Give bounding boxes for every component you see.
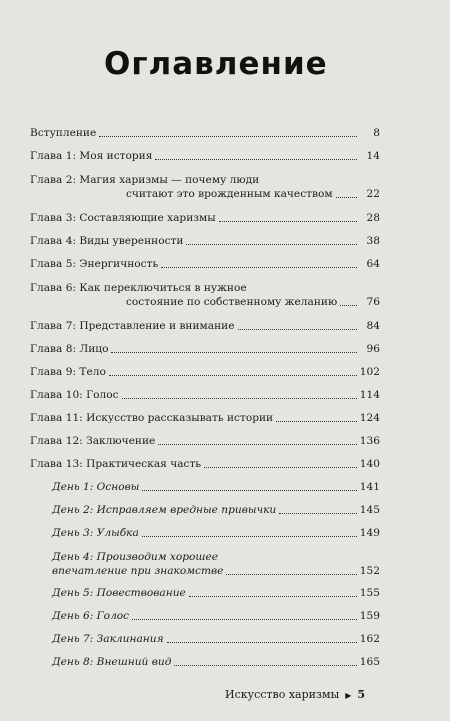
toc-entry-label: Глава 6: Как переключиться в нужное bbox=[30, 282, 247, 294]
toc-entry[interactable] bbox=[30, 388, 380, 402]
toc-entry[interactable] bbox=[30, 319, 380, 333]
toc-entry-label: День 3: Улыбка bbox=[52, 527, 139, 539]
toc-entry-page: 136 bbox=[359, 435, 380, 447]
toc-entry-label: День 2: Исправляем вредные привычки bbox=[52, 504, 277, 516]
leader-dots bbox=[132, 619, 357, 620]
toc-entry[interactable] bbox=[30, 365, 380, 379]
toc-entry-page: 124 bbox=[359, 412, 380, 424]
leader-dots bbox=[174, 665, 356, 666]
toc-entry-label-continued: считают это врожденным качеством bbox=[126, 188, 333, 200]
leader-dots bbox=[142, 490, 356, 491]
toc-entry-page: 140 bbox=[359, 458, 380, 470]
toc-entry-label: Глава 10: Голос bbox=[30, 389, 119, 401]
triangle-right-icon: ▶ bbox=[345, 690, 352, 700]
toc-entry-label: Глава 1: Моя история bbox=[30, 150, 153, 162]
toc-entry-page: 14 bbox=[366, 150, 380, 162]
toc-entry[interactable] bbox=[30, 234, 380, 248]
toc-entry-page: 84 bbox=[366, 320, 380, 332]
toc-entry-label: Глава 3: Составляющие харизмы bbox=[30, 212, 216, 224]
toc-entry[interactable] bbox=[30, 173, 380, 201]
toc-entry-page: 114 bbox=[359, 389, 380, 401]
leader-dots bbox=[122, 398, 357, 399]
leader-dots bbox=[226, 574, 356, 575]
leader-dots bbox=[158, 444, 356, 445]
leader-dots bbox=[186, 244, 357, 245]
toc-entry-label: Глава 9: Тело bbox=[30, 366, 106, 378]
leader-dots bbox=[276, 421, 357, 422]
leader-dots bbox=[167, 642, 357, 643]
toc-entry[interactable] bbox=[30, 257, 380, 271]
toc-entry-page: 38 bbox=[366, 235, 380, 247]
toc-entry-label: Глава 7: Представление и внимание bbox=[30, 320, 235, 332]
running-footer bbox=[225, 688, 365, 701]
toc-subentry[interactable] bbox=[52, 632, 380, 646]
toc-entry-page: 102 bbox=[359, 366, 380, 378]
toc-subentry[interactable] bbox=[52, 609, 380, 623]
leader-dots bbox=[336, 197, 357, 198]
toc-entry-label: День 5: Повествование bbox=[52, 587, 186, 599]
toc-entry-page: 155 bbox=[359, 587, 380, 599]
toc-entry-label-continued: состояние по собственному желанию bbox=[126, 296, 338, 308]
toc-entry-page: 8 bbox=[373, 127, 380, 139]
toc-entry-label: День 8: Внешний вид bbox=[52, 656, 172, 668]
footer-book-title: Искусство харизмы bbox=[225, 688, 340, 701]
leader-dots bbox=[340, 305, 357, 306]
toc-entry[interactable] bbox=[30, 457, 380, 471]
toc-entry-page: 152 bbox=[359, 565, 380, 577]
toc-entry-page: 22 bbox=[366, 188, 380, 200]
toc-entry-label: День 6: Голос bbox=[52, 610, 130, 622]
leader-dots bbox=[155, 159, 357, 160]
leader-dots bbox=[99, 136, 357, 137]
leader-dots bbox=[279, 513, 357, 514]
toc-entry-page: 145 bbox=[359, 504, 380, 516]
toc-entry[interactable] bbox=[30, 149, 380, 163]
toc-entry-page: 141 bbox=[359, 481, 380, 493]
toc-subentry[interactable] bbox=[52, 550, 380, 578]
leader-dots bbox=[189, 596, 357, 597]
toc-entry-label: Глава 8: Лицо bbox=[30, 343, 109, 355]
leader-dots bbox=[142, 536, 357, 537]
toc-entry-label: День 4: Производим хорошее bbox=[52, 551, 218, 563]
toc-subentry[interactable] bbox=[52, 655, 380, 669]
toc-entry-label: Глава 5: Энергичность bbox=[30, 258, 159, 270]
leader-dots bbox=[161, 267, 357, 268]
leader-dots bbox=[204, 467, 357, 468]
leader-dots bbox=[219, 221, 357, 222]
toc-subentry[interactable] bbox=[52, 480, 380, 494]
toc-entry[interactable] bbox=[30, 342, 380, 356]
toc-entry-page: 165 bbox=[359, 656, 380, 668]
toc-entry[interactable] bbox=[30, 126, 380, 140]
toc-entry[interactable] bbox=[30, 211, 380, 225]
toc-entry-label: Глава 2: Магия харизмы — почему люди bbox=[30, 174, 260, 186]
toc-entry-page: 96 bbox=[366, 343, 380, 355]
toc-entry[interactable] bbox=[30, 281, 380, 309]
toc-entry-label: Глава 4: Виды уверенности bbox=[30, 235, 184, 247]
footer-page-number: 5 bbox=[357, 688, 366, 701]
leader-dots bbox=[238, 329, 358, 330]
toc-entry-label: Глава 13: Практическая часть bbox=[30, 458, 202, 470]
toc-entry-label: Глава 12: Заключение bbox=[30, 435, 156, 447]
toc-entry[interactable] bbox=[30, 411, 380, 425]
toc-entry-page: 162 bbox=[359, 633, 380, 645]
toc-entry[interactable] bbox=[30, 434, 380, 448]
page-title: Оглавление bbox=[104, 46, 328, 82]
leader-dots bbox=[111, 352, 357, 353]
toc-entry-label: День 7: Заклинания bbox=[52, 633, 164, 645]
toc-entry-label-continued: впечатление при знакомстве bbox=[52, 565, 224, 577]
toc-entry-label: День 1: Основы bbox=[52, 481, 140, 493]
toc-entry-label: Вступление bbox=[30, 127, 97, 139]
toc-subentry[interactable] bbox=[52, 526, 380, 540]
toc-entry-page: 28 bbox=[366, 212, 380, 224]
toc-entry-page: 159 bbox=[359, 610, 380, 622]
toc-subentry[interactable] bbox=[52, 586, 380, 600]
leader-dots bbox=[109, 375, 357, 376]
toc-entry-page: 64 bbox=[366, 258, 380, 270]
toc-entry-page: 149 bbox=[359, 527, 380, 539]
toc-entry-label: Глава 11: Искусство рассказывать истории bbox=[30, 412, 274, 424]
toc-entry-page: 76 bbox=[366, 296, 380, 308]
toc-subentry[interactable] bbox=[52, 503, 380, 517]
